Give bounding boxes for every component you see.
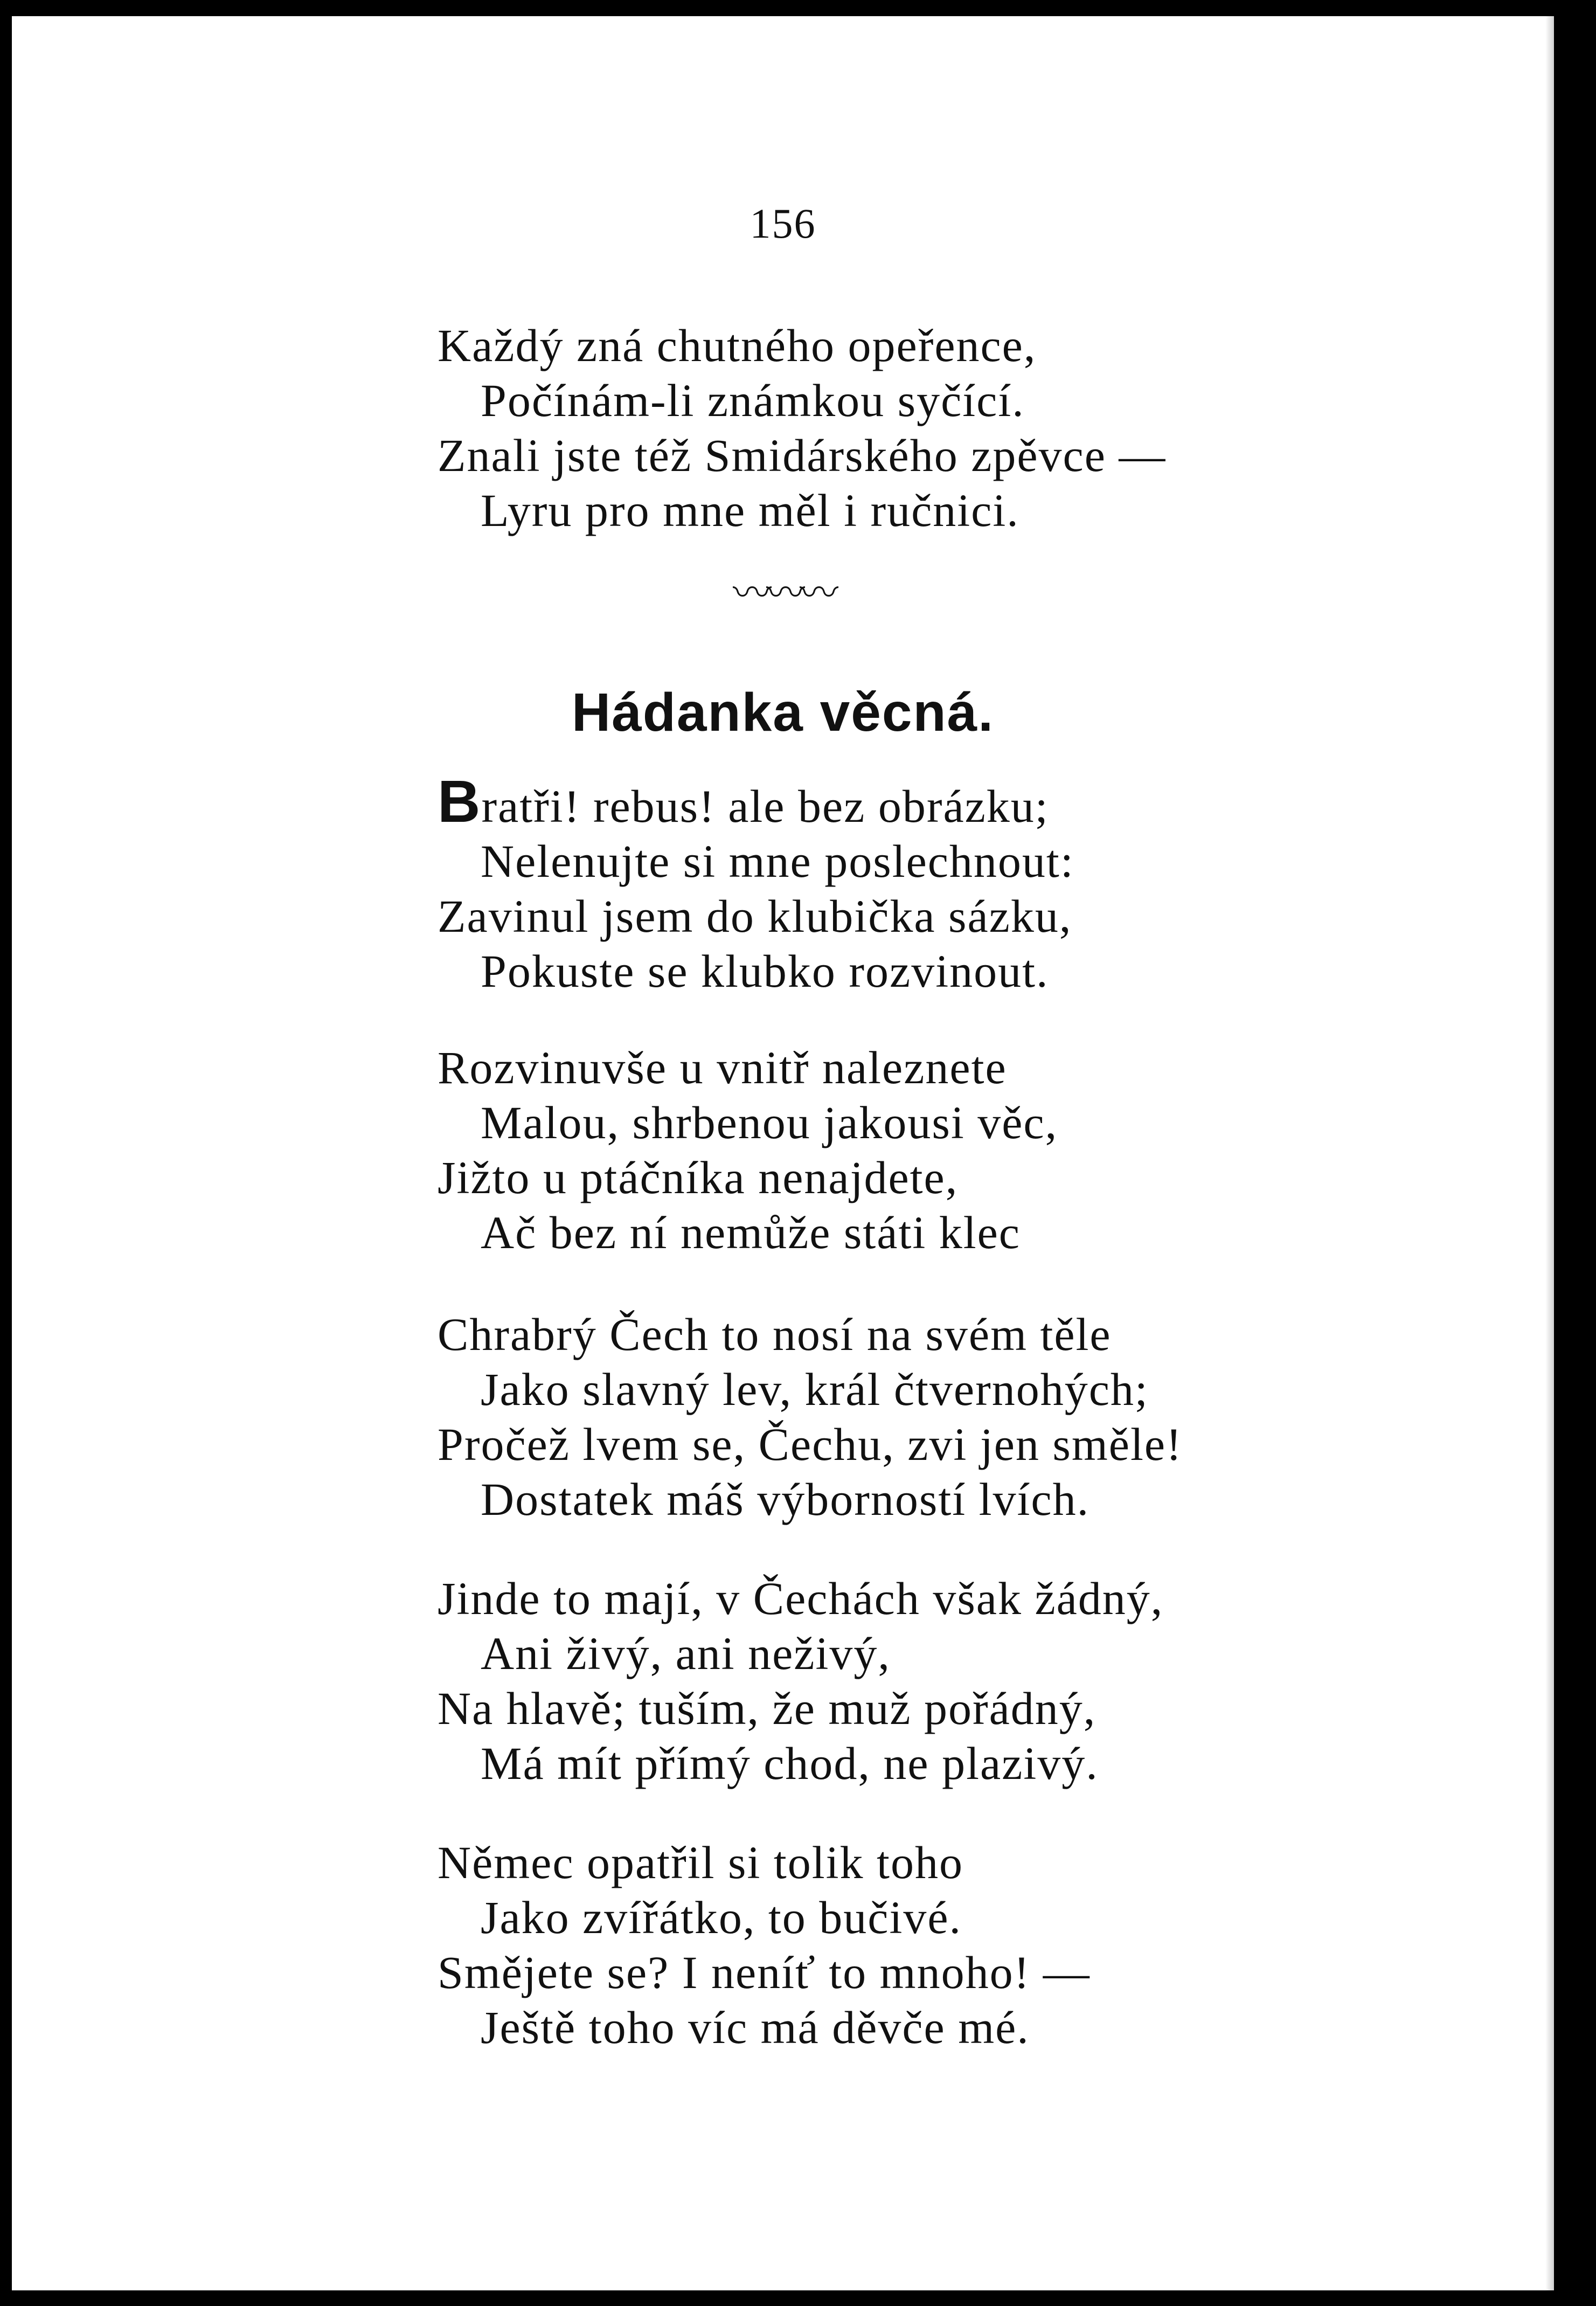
poem-stanza-4	[438, 1571, 1163, 1791]
verse-line: Ani živý, ani neživý,	[481, 1628, 891, 1679]
verse-line: Jižto u ptáčníka nenajdete,	[438, 1152, 959, 1203]
poem-stanza-5	[438, 1835, 1091, 2055]
verse-line: Jako slavný lev, král čtvernohých;	[481, 1363, 1149, 1415]
verse-line: Znali jste též Smidárského zpěvce —	[438, 430, 1167, 481]
verse-line: Počínám-li známkou syčící.	[481, 375, 1025, 426]
verse-line: Má mít přímý chod, ne plazivý.	[481, 1737, 1099, 1789]
poem-stanza-1	[438, 768, 1074, 999]
verse-line: Rozvinuvše u vnitř naleznete	[438, 1042, 1007, 1093]
verse-line: Malou, shrbenou jakousi věc,	[481, 1097, 1058, 1148]
poem-stanza-3	[438, 1307, 1183, 1527]
opening-stanza	[438, 318, 1166, 538]
verse-line: Jako zvířátko, to bučivé.	[481, 1892, 962, 1943]
page-number: 156	[750, 200, 816, 247]
verse-line: Pročež lvem se, Čechu, zvi jen směle!	[438, 1418, 1183, 1470]
book-page	[12, 16, 1554, 2290]
poem-title: Hádanka věcná.	[572, 682, 994, 743]
verse-line: Němec opatřil si tolik toho	[438, 1837, 963, 1888]
verse-line: Pokuste se klubko rozvinout.	[481, 945, 1049, 997]
drop-cap: B	[438, 768, 482, 835]
verse-line: Nelenujte si mne poslechnout:	[481, 835, 1074, 887]
verse-line: Na hlavě; tuším, že muž pořádný,	[438, 1682, 1097, 1734]
first-line-text: ratři! rebus! ale bez obrázku;	[481, 780, 1049, 832]
verse-line: Ještě toho víc má děvče mé.	[481, 2002, 1030, 2053]
verse-line: Jinde to mají, v Čechách však žádný,	[438, 1573, 1164, 1624]
verse-line: Zavinul jsem do klubička sázku,	[438, 890, 1072, 942]
poem-stanza-2	[438, 1040, 1058, 1260]
verse-line: Chrabrý Čech to nosí na svém těle	[438, 1308, 1112, 1360]
verse-line: Ač bez ní nemůže státi klec	[481, 1207, 1021, 1258]
verse-line: Lyru pro mne měl i ručnici.	[481, 484, 1019, 536]
verse-line: Smějete se? I neníť to mnoho! —	[438, 1947, 1091, 1998]
verse-line: Každý zná chutného opeřence,	[438, 320, 1037, 371]
verse-line: Dostatek máš výborností lvích.	[481, 1473, 1090, 1525]
ornamental-separator: 〰〰〰	[732, 570, 833, 615]
verse-line-first	[438, 768, 1074, 835]
page-edge-shadow	[1545, 16, 1554, 2290]
